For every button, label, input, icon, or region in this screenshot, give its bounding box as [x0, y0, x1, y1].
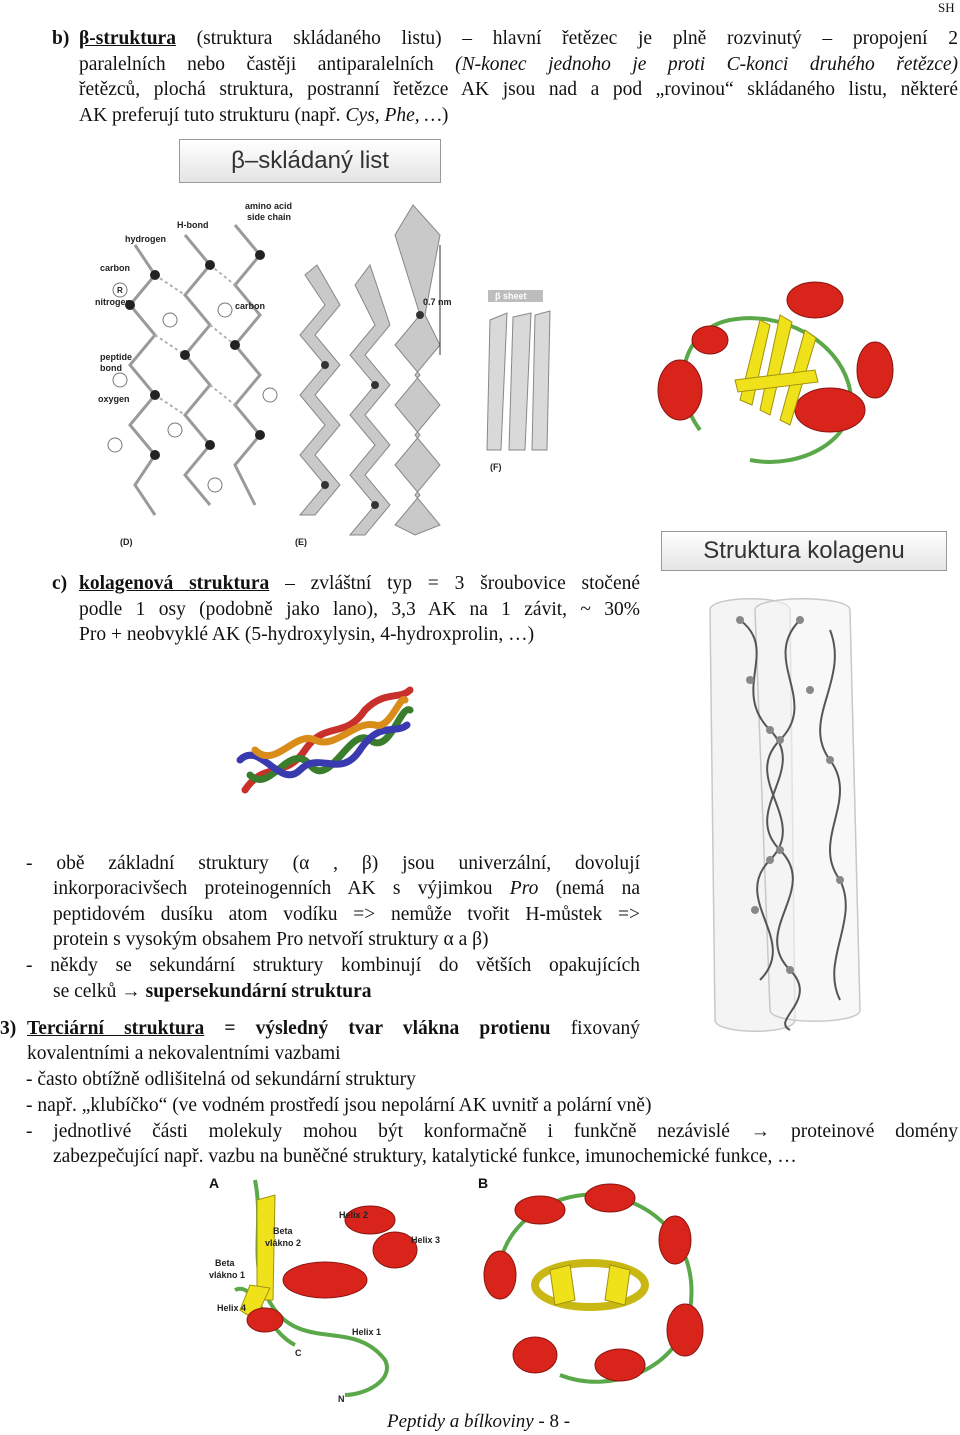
section-b-line-1: β-struktura (struktura skládaného listu) – hlavní řetězec je plně rozvinutý – propojení 2: [79, 28, 958, 49]
label-distance: 0.7 nm: [423, 297, 452, 307]
tertiary-line-1: Terciární struktura = výsledný tvar vlákna protienu fixovaný: [27, 1018, 641, 1039]
collagen-triple-helix-illustration: [700, 590, 870, 1035]
label-carbon: carbon: [100, 263, 131, 273]
beta-sheet-figure-title: β–skládaný list: [179, 139, 441, 183]
tertiary-line-2: kovalentními a nekovalentními vazbami: [27, 1043, 341, 1064]
label-bond: bond: [100, 363, 122, 373]
tertiary-bullet-2: - např. „klubíčko“ (ve vodném prostředí jsou nepolární AK uvnitř a polární vně): [26, 1095, 652, 1116]
bullet-supersecondary-line-2: se celků → supersekundární struktura: [53, 981, 372, 1002]
label-h-bond: H-bond: [177, 220, 209, 230]
tertiary-bullet-1: - často obtížně odlišitelná od sekundární struktury: [26, 1069, 416, 1090]
bullet-universal-line-3: peptidovém dusíku atom vodíku => nemůže tvořit H-můstek =>: [53, 904, 640, 925]
section-b-line-3: řetězců, plochá struktura, postranní řetězce AK jsou nad a pod „rovinou“ skládaného listu, některé: [79, 79, 958, 100]
label-side-chain: side chain: [247, 212, 292, 222]
collagen-structure-title: kolagenová struktura: [79, 573, 270, 594]
section-c-line-3: Pro + neobvyklé AK (5-hydroxylysin, 4-hydroxprolin, …): [79, 624, 535, 645]
section-b-line-4: AK preferují tuto strukturu (např. Cys, Phe, …): [79, 105, 449, 126]
label-helix-2: Helix 2: [339, 1210, 369, 1220]
section-c-marker: c): [52, 573, 68, 594]
label-beta-1a: Beta: [215, 1258, 235, 1268]
page-header-initials: SH: [938, 0, 955, 15]
bullet-universal-line-1: - obě základní struktury (α , β) jsou univerzální, dovolují: [26, 853, 640, 874]
tertiary-bullet-3: - jednotlivé části molekuly mohou být konformačně i funkčně nezávislé → proteinové domény: [26, 1121, 958, 1142]
section-b-marker: b): [52, 28, 70, 49]
label-beta-2a: Beta: [273, 1226, 293, 1236]
tertiary-bullet-3-line-2: zabezpečující např. vazbu na buněčné struktury, katalytické funkce, imunochemické funkce, …: [53, 1146, 797, 1167]
label-helix-1: Helix 1: [352, 1327, 382, 1337]
domain-figure-a: [195, 1170, 455, 1405]
beta-sheet-illustration: [95, 195, 555, 550]
label-beta-sheet: β sheet: [495, 291, 527, 301]
label-helix-4: Helix 4: [217, 1303, 247, 1313]
page-footer: Peptidy a bílkoviny - 8 -: [387, 1411, 571, 1432]
protein-ribbon-top-right: [640, 260, 910, 490]
label-e: (E): [295, 537, 307, 547]
label-beta-1b: vlákno 1: [209, 1270, 246, 1280]
bullet-supersecondary-line-1: - někdy se sekundární struktury kombinují do větších opakujících: [26, 955, 640, 976]
domain-figure-b: [470, 1170, 715, 1405]
label-c-terminus: C: [295, 1348, 302, 1358]
label-beta-2b: vlákno 2: [265, 1238, 302, 1248]
panel-a-label: A: [209, 1175, 220, 1191]
bullet-universal-line-4: protein s vysokým obsahem Pro netvoří struktury α a β): [53, 929, 489, 950]
label-hydrogen: hydrogen: [125, 234, 167, 244]
panel-b-label: B: [478, 1175, 489, 1191]
label-r: R: [117, 286, 123, 295]
section-c-line-2: podle 1 osy (podobně jako lano), 3,3 AK na 1 závit, ~ 30%: [79, 599, 640, 620]
section-b-line-2: paralelních nebo častěji antiparalelních (N-konec jednoho je proti C-konci druhého řetězce): [79, 54, 958, 75]
label-nitrogen: nitrogen: [95, 297, 131, 307]
label-amino-acid: amino acid: [245, 201, 293, 211]
section-3-marker: 3): [0, 1018, 17, 1039]
beta-structure-title: β-struktura: [79, 28, 176, 49]
label-f: (F): [490, 462, 502, 472]
label-helix-3: Helix 3: [411, 1235, 441, 1245]
label-n-terminus: N: [338, 1394, 345, 1404]
tertiary-structure-title: Terciární struktura: [27, 1018, 205, 1039]
label-oxygen: oxygen: [98, 394, 130, 404]
bullet-universal-line-2: inkorporacivšech proteinogenních AK s výjimkou Pro (nemá na: [53, 878, 641, 899]
collagen-figure-title: Struktura kolagenu: [661, 531, 947, 571]
label-carbon-2: carbon: [235, 301, 266, 311]
collagen-rope-illustration: [235, 680, 415, 805]
label-d: (D): [120, 537, 133, 547]
label-peptide: peptide: [100, 352, 133, 362]
section-c-line-1: kolagenová struktura – zvláštní typ = 3 šroubovice stočené: [79, 573, 641, 594]
